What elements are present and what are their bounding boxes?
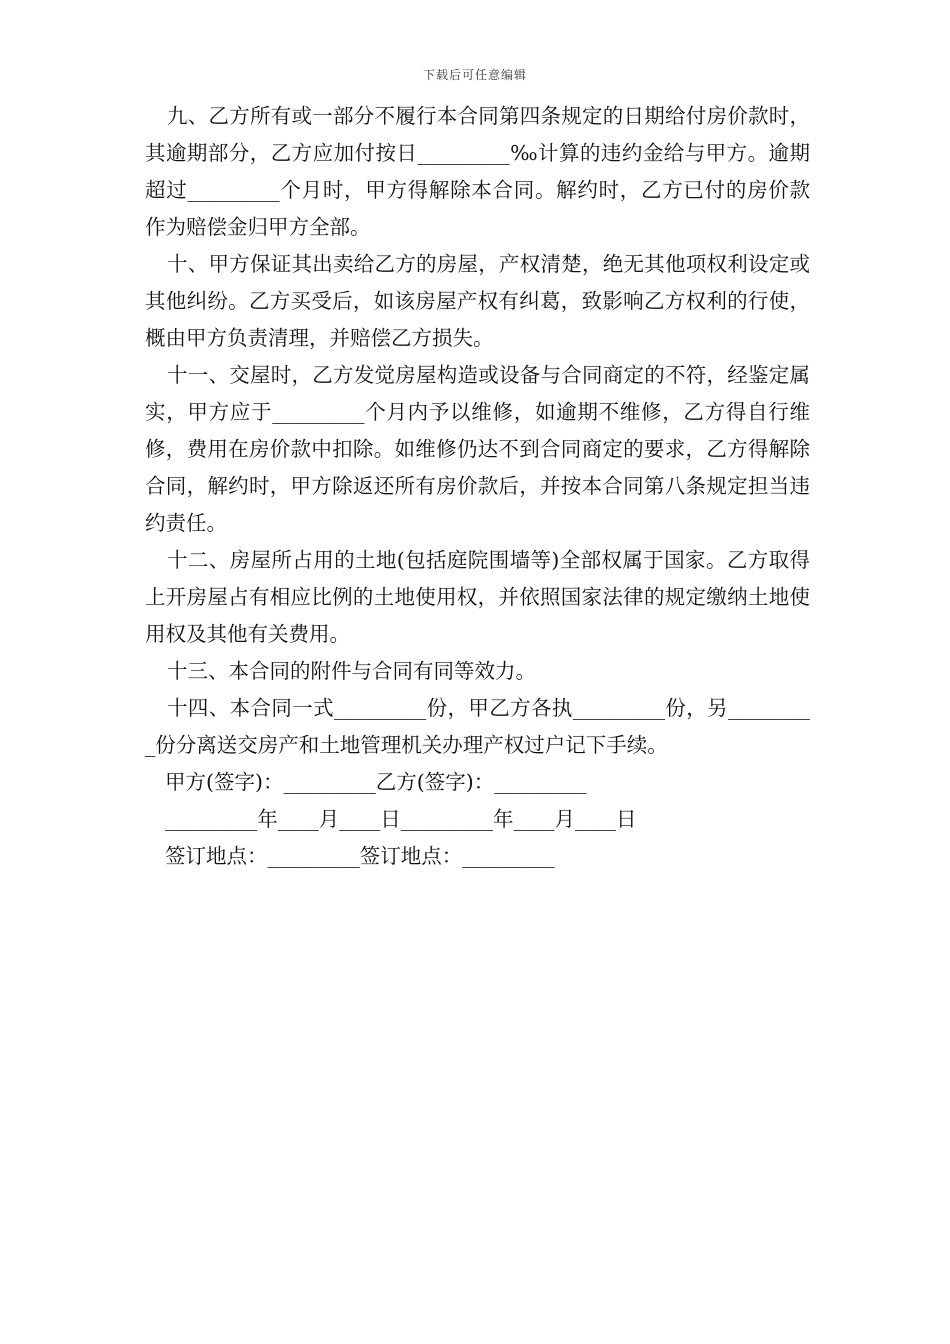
signing-place-line: 签订地点：_________签订地点：_________ bbox=[165, 844, 555, 868]
clause-12: 十二、房屋所占用的土地(包括庭院围墙等)全部权属于国家。乙方取得上开房屋占有相应比例的土地使用权，并依照国家法律的规定缴纳土地使用权及其他有关费用。 bbox=[145, 548, 810, 646]
contract-body bbox=[145, 98, 810, 875]
clause-9: 九、乙方所有或一部分不履行本合同第四条规定的日期给付房价款时，其逾期部分，乙方应加付按日_________‰计算的违约金给与甲方。逾期超过_________个月时，甲方得解除本合同。解约时，乙方已付的房价款作为赔偿金归甲方全部。 bbox=[145, 104, 810, 239]
clause-10: 十、甲方保证其出卖给乙方的房屋，产权清楚，绝无其他项权利设定或其他纠纷。乙方买受后，如该房屋产权有纠葛，致影响乙方权利的行使，概由甲方负责清理，并赔偿乙方损失。 bbox=[145, 252, 810, 350]
clause-14: 十四、本合同一式_________份，甲乙方各执_________份，另_________份分离送交房产和土地管理机关办理产权过户记下手续。 bbox=[145, 696, 810, 757]
date-line: _________年____月____日_________年____月____日 bbox=[165, 807, 637, 831]
page-header-note: 下载后可任意编辑 bbox=[422, 68, 527, 82]
signature-line: 甲方(签字)：_________乙方(签字)：_________ bbox=[165, 770, 587, 794]
clause-11: 十一、交屋时，乙方发觉房屋构造或设备与合同商定的不符，经鉴定属实，甲方应于_________个月内予以维修，如逾期不维修，乙方得自行维修，费用在房价款中扣除。如维修仍达不到合同商定的要求，乙方得解除合同，解约时，甲方除返还所有房价款后，并按本合同第八条规定担当违约责任。 bbox=[145, 363, 810, 535]
clause-13: 十三、本合同的附件与合同有同等效力。 bbox=[167, 659, 536, 683]
